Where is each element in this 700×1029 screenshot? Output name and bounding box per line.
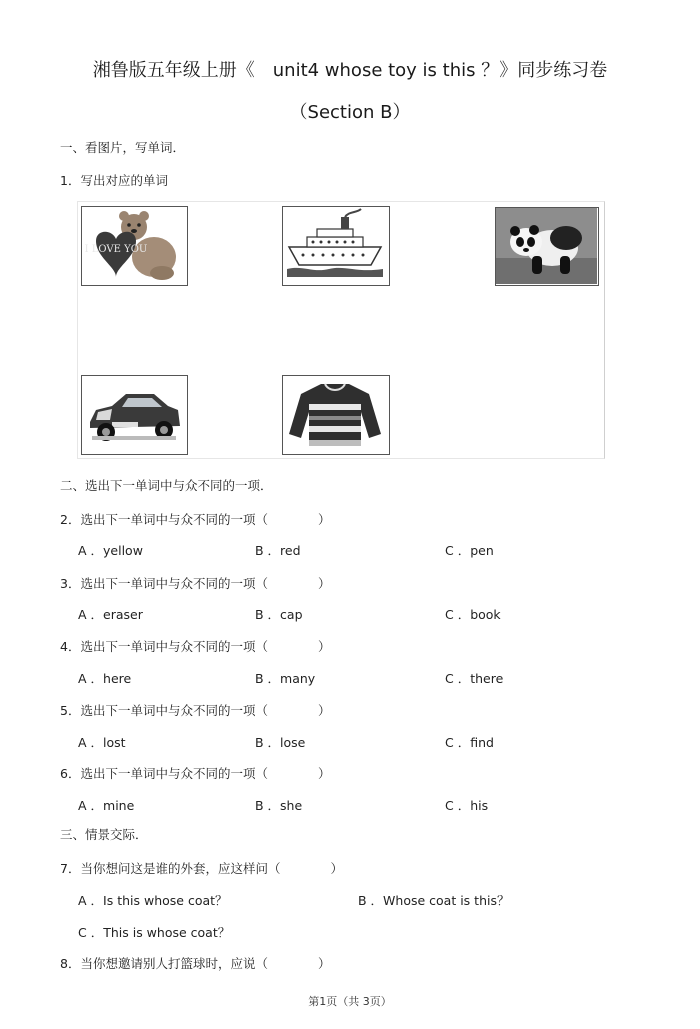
page-title: 湘鲁版五年级上册《 unit4 whose toy is this ？》同步练习卷 bbox=[92, 60, 608, 81]
section-heading-2: 二、选出下一单词中与众不同的一项． bbox=[60, 478, 273, 493]
question-3-option-a[interactable]: A ．eraser bbox=[78, 607, 143, 622]
question-6-option-c[interactable]: C ．his bbox=[445, 798, 489, 813]
question-5-option-c[interactable]: C ．find bbox=[445, 735, 494, 750]
car-icon bbox=[81, 375, 188, 455]
question-7-option-a[interactable]: A ．Is this whose coat？ bbox=[78, 893, 228, 908]
question-6-option-a[interactable]: A ．mine bbox=[78, 798, 135, 813]
question-2-stem: 2．选出下一单词中与众不同的一项（ ） bbox=[60, 512, 331, 527]
question-4-option-b[interactable]: B ．many bbox=[255, 671, 316, 686]
question-3-stem: 3．选出下一单词中与众不同的一项（ ） bbox=[60, 576, 331, 591]
question-2-option-a[interactable]: A ．yellow bbox=[78, 543, 143, 558]
question-5-option-b[interactable]: B ．lose bbox=[255, 735, 306, 750]
panda-icon bbox=[495, 207, 599, 286]
question-3-option-c[interactable]: C ．book bbox=[445, 607, 501, 622]
question-6-stem: 6．选出下一单词中与众不同的一项（ ） bbox=[60, 766, 331, 781]
question-7-option-c[interactable]: C ．This is whose coat？ bbox=[78, 925, 231, 940]
question-1-stem: 1．写出对应的单词 bbox=[60, 173, 168, 188]
question-8-stem: 8．当你想邀请别人打篮球时，应说（ ） bbox=[60, 956, 331, 971]
page-subtitle: （Section B） bbox=[289, 102, 411, 123]
heart-text: I LOVE YOU bbox=[84, 244, 148, 255]
sweater-icon bbox=[282, 375, 390, 455]
teddy-bear-heart-icon bbox=[81, 206, 188, 286]
question-6-option-b[interactable]: B ．she bbox=[255, 798, 303, 813]
section-heading-3: 三、情景交际． bbox=[60, 827, 148, 842]
question-7-option-b[interactable]: B ．Whose coat is this？ bbox=[358, 893, 510, 908]
question-2-option-b[interactable]: B ．red bbox=[255, 543, 301, 558]
section-heading-1: 一、看图片，写单词． bbox=[60, 140, 186, 155]
page-footer: 第1页（共 3页） bbox=[308, 995, 392, 1008]
question-3-option-b[interactable]: B ．cap bbox=[255, 607, 303, 622]
question-4-option-a[interactable]: A ．here bbox=[78, 671, 132, 686]
question-5-stem: 5．选出下一单词中与众不同的一项（ ） bbox=[60, 703, 331, 718]
question-5-option-a[interactable]: A ．lost bbox=[78, 735, 126, 750]
question-2-option-c[interactable]: C ．pen bbox=[445, 543, 494, 558]
ship-icon bbox=[282, 206, 390, 286]
question-4-stem: 4．选出下一单词中与众不同的一项（ ） bbox=[60, 639, 331, 654]
question-4-option-c[interactable]: C ．there bbox=[445, 671, 504, 686]
question-7-stem: 7．当你想问这是谁的外套，应这样问（ ） bbox=[60, 861, 343, 876]
